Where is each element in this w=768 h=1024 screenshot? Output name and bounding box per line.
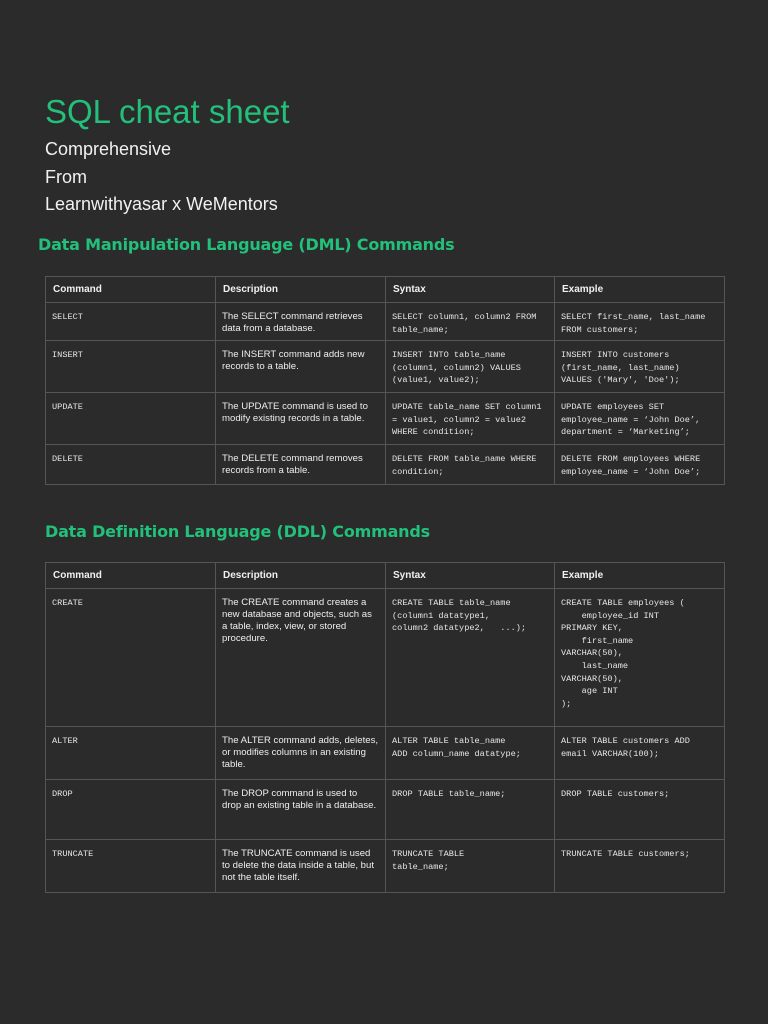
description-cell: The CREATE command creates a new database and objects, such as a table, index, view, or stored procedure. <box>216 589 386 727</box>
subtitle-line-1: Comprehensive <box>45 139 172 159</box>
syntax-cell: UPDATE table_name SET column1 = value1, column2 = value2 WHERE condition; <box>386 393 555 445</box>
column-header-command: Command <box>46 563 216 589</box>
column-header-example: Example <box>555 563 725 589</box>
syntax-cell: INSERT INTO table_name (column1, column2) VALUES (value1, value2); <box>386 341 555 393</box>
ddl-commands-table <box>45 562 725 893</box>
example-cell: UPDATE employees SET employee_name = ‘John Doe’, department = ‘Marketing’; <box>555 393 725 445</box>
command-cell: DELETE <box>46 445 216 485</box>
example-cell: TRUNCATE TABLE customers; <box>555 840 725 893</box>
syntax-cell: ALTER TABLE table_name ADD column_name datatype; <box>386 727 555 780</box>
command-cell: DROP <box>46 780 216 840</box>
command-cell: SELECT <box>46 303 216 341</box>
page-title: SQL cheat sheet <box>45 93 290 130</box>
description-cell: The DROP command is used to drop an existing table in a database. <box>216 780 386 840</box>
table-row <box>46 341 725 393</box>
subtitle-line-3: Learnwithyasar x WeMentors <box>45 194 278 214</box>
table-row <box>46 589 725 727</box>
command-cell: ALTER <box>46 727 216 780</box>
description-cell: The TRUNCATE command is used to delete the data inside a table, but not the table itself. <box>216 840 386 893</box>
example-cell: DELETE FROM employees WHERE employee_name = ‘John Doe’; <box>555 445 725 485</box>
table-row <box>46 727 725 780</box>
table-row <box>46 393 725 445</box>
column-header-example: Example <box>555 277 725 303</box>
command-cell: UPDATE <box>46 393 216 445</box>
column-header-description: Description <box>216 563 386 589</box>
subtitle-line-2: From <box>45 167 87 187</box>
table-row <box>46 780 725 840</box>
table-header-row <box>46 563 725 589</box>
description-cell: The UPDATE command is used to modify existing records in a table. <box>216 393 386 445</box>
column-header-command: Command <box>46 277 216 303</box>
command-cell: TRUNCATE <box>46 840 216 893</box>
example-cell: SELECT first_name, last_name FROM customers; <box>555 303 725 341</box>
description-cell: The SELECT command retrieves data from a database. <box>216 303 386 341</box>
dml-section-heading: Data Manipulation Language (DML) Commands <box>38 235 455 254</box>
syntax-cell: DROP TABLE table_name; <box>386 780 555 840</box>
syntax-cell: SELECT column1, column2 FROM table_name; <box>386 303 555 341</box>
table-row <box>46 840 725 893</box>
ddl-section-heading: Data Definition Language (DDL) Commands <box>45 522 430 541</box>
column-header-description: Description <box>216 277 386 303</box>
column-header-syntax: Syntax <box>386 277 555 303</box>
syntax-cell: CREATE TABLE table_name (column1 datatype1, column2 datatype2, ...); <box>386 589 555 727</box>
description-cell: The DELETE command removes records from a table. <box>216 445 386 485</box>
table-row <box>46 445 725 485</box>
example-cell: DROP TABLE customers; <box>555 780 725 840</box>
description-cell: The INSERT command adds new records to a table. <box>216 341 386 393</box>
command-cell: CREATE <box>46 589 216 727</box>
example-cell: CREATE TABLE employees ( employee_id INT PRIMARY KEY, first_name VARCHAR(50), last_name VARCHAR(50), age INT ); <box>555 589 725 727</box>
command-cell: INSERT <box>46 341 216 393</box>
description-cell: The ALTER command adds, deletes, or modifies columns in an existing table. <box>216 727 386 780</box>
table-header-row <box>46 277 725 303</box>
syntax-cell: TRUNCATE TABLE table_name; <box>386 840 555 893</box>
column-header-syntax: Syntax <box>386 563 555 589</box>
table-row <box>46 303 725 341</box>
dml-commands-table <box>45 276 725 485</box>
example-cell: INSERT INTO customers (first_name, last_name) VALUES ('Mary', 'Doe'); <box>555 341 725 393</box>
example-cell: ALTER TABLE customers ADD email VARCHAR(100); <box>555 727 725 780</box>
syntax-cell: DELETE FROM table_name WHERE condition; <box>386 445 555 485</box>
